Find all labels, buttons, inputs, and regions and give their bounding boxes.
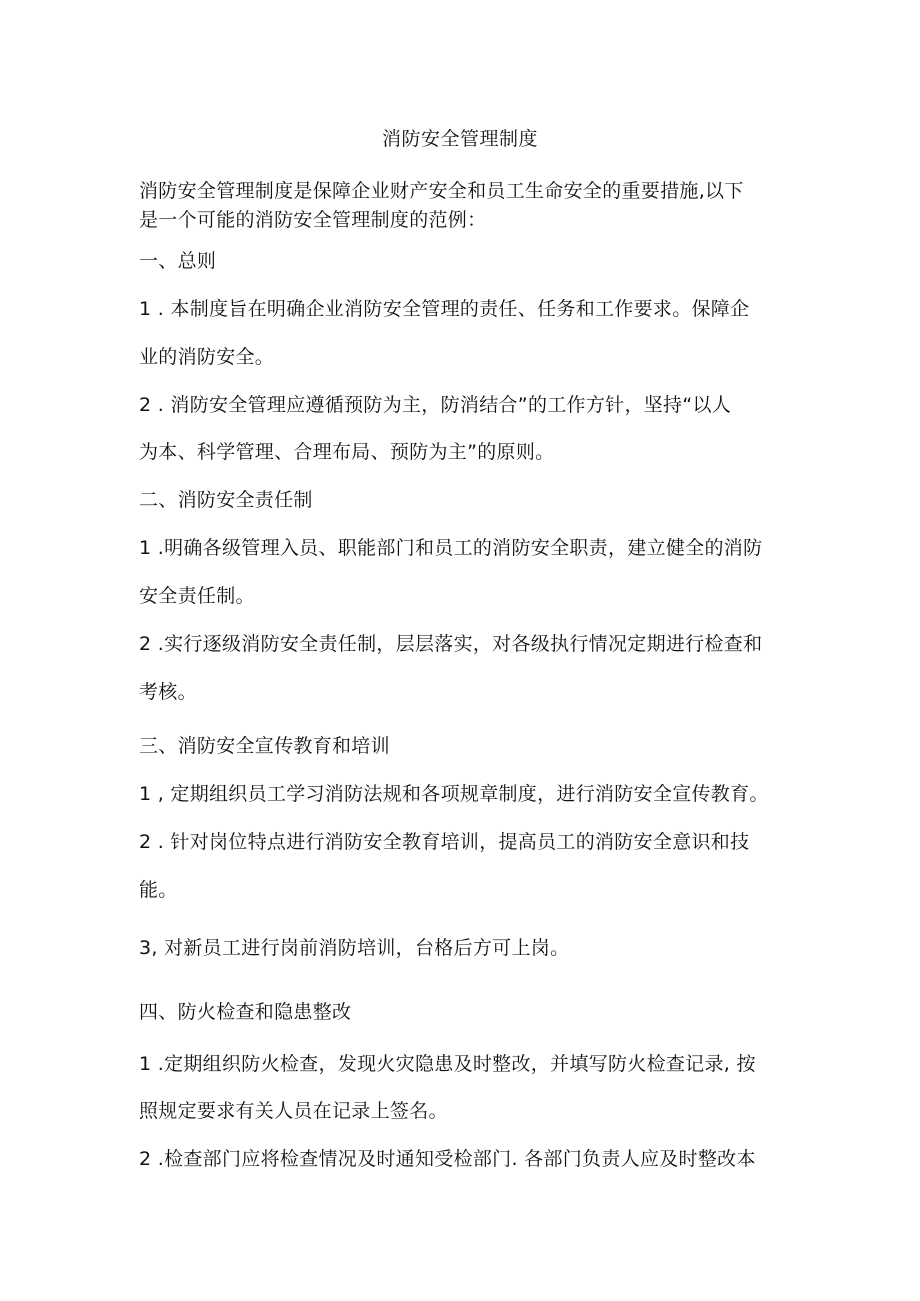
text-line: 2 .检查部门应将检查情况及时通知受检部门. 各部门负责人应及时整改本 <box>139 1148 756 1170</box>
text-line: 3, 对新员工进行岗前消防培训，台格后方可上岗。 <box>139 937 570 959</box>
section-heading: 二、消防安全责任制 <box>139 489 313 511</box>
text-line: 1 . 本制度旨在明确企业消防安全管理的责任、任务和工作要求。保障企 <box>139 298 750 320</box>
text-line: 1 .定期组织防火检查，发现火灾隐患及时整改，并填写防火检查记录, 按 <box>139 1053 756 1075</box>
text-line: 业的消防安全。 <box>139 346 275 368</box>
text-line: 能。 <box>139 879 178 901</box>
text-line: 考核。 <box>139 681 197 703</box>
text-line: 安全责任制。 <box>139 585 255 607</box>
section-heading: 四、防火检查和隐患整改 <box>139 1001 352 1023</box>
text-line: 照规定要求有关人员在记录上签名。 <box>139 1100 448 1122</box>
text-line: 消防安全管理制度是保障企业财产安全和员工生命安全的重要措施,以下 <box>139 180 744 202</box>
section-heading: 一、总则 <box>139 250 217 272</box>
document-title: 消防安全管理制度 <box>381 128 538 150</box>
text-line: 是一个可能的消防安全管理制度的范例： <box>139 209 487 231</box>
text-line: 1 , 定期组织员工学习消防法规和各项规章制度，进行消防安全宣传教育。 <box>139 783 769 805</box>
text-line: 2 . 针对岗位特点进行消防安全教育培训，提高员工的消防安全意识和技 <box>139 831 750 853</box>
text-line: 2 . 消防安全管理应遵循预防为主，防消结合”的工作方针，坚持“以人 <box>139 394 732 416</box>
section-heading: 三、消防安全宣传教育和培训 <box>139 735 390 757</box>
text-line: 为本、科学管理、合理布局、预防为主”的原则。 <box>139 441 555 463</box>
text-line: 2 .实行逐级消防安全责任制，层层落实，对各级执行情况定期进行检查和 <box>139 633 763 655</box>
text-line: 1 .明确各级管理入员、职能部门和员工的消防安全职责，建立健全的消防 <box>139 537 763 559</box>
